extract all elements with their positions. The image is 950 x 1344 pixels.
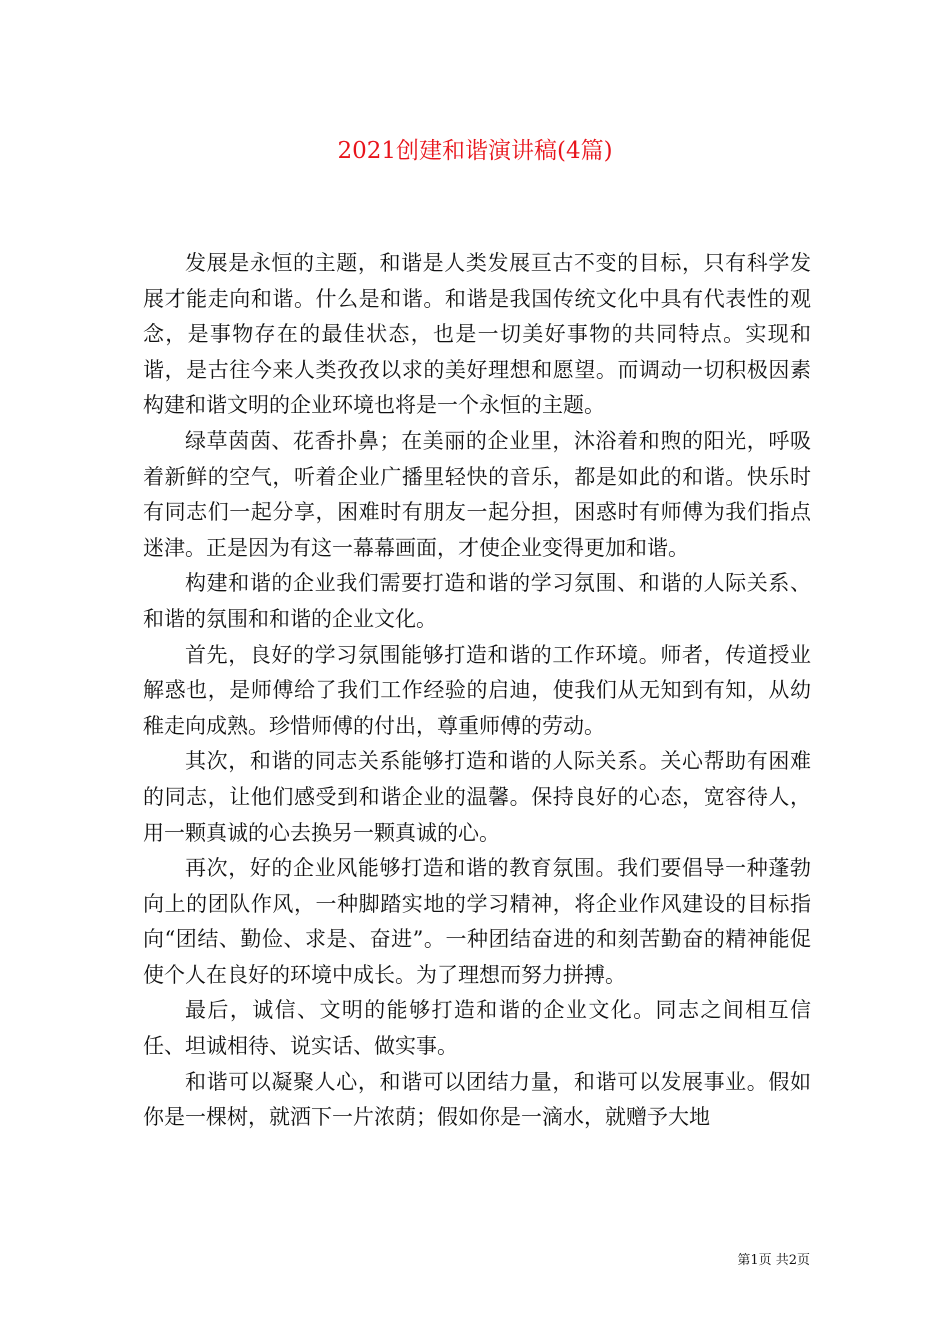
page-number-footer: 第1页 共2页: [737, 1253, 810, 1268]
paragraph: 绿草茵茵、花香扑鼻；在美丽的企业里，沐浴着和煦的阳光，呼吸着新鲜的空气，听着企业广播里轻快的音乐，都是如此的和谐。快乐时有同志们一起分享，困难时有朋友一起分担，困惑时有师傅为我们指点迷津。正是因为有这一幕幕画面，才使企业变得更加和谐。: [143, 428, 811, 560]
paragraph: 再次，好的企业风能够打造和谐的教育氛围。我们要倡导一种蓬勃向上的团队作风，一种脚踏实地的学习精神，将企业作风建设的目标指向“团结、勤俭、求是、奋进”。一种团结奋进的和刻苦勤奋的精神能促使个人在良好的环境中成长。为了理想而努力拼搏。: [143, 856, 811, 987]
paragraph: 首先，良好的学习氛围能够打造和谐的工作环境。师者，传道授业解惑也，是师傅给了我们工作经验的启迪，使我们从无知到有知，从幼稚走向成熟。珍惜师傅的付出，尊重师傅的劳动。: [143, 642, 811, 738]
paragraph: 和谐可以凝聚人心，和谐可以团结力量，和谐可以发展事业。假如你是一棵树，就洒下一片浓荫；假如你是一滴水，就赠予大地: [143, 1069, 811, 1130]
document-title: 2021创建和谐演讲稿(4篇): [337, 138, 613, 164]
document-body: [143, 246, 811, 1136]
paragraph: 构建和谐的企业我们需要打造和谐的学习氛围、和谐的人际关系、和谐的氛围和和谐的企业文化。: [143, 571, 811, 631]
paragraph: 其次，和谐的同志关系能够打造和谐的人际关系。关心帮助有困难的同志，让他们感受到和谐企业的温馨。保持良好的心态，宽容待人，用一颗真诚的心去换另一颗真诚的心。: [143, 749, 811, 845]
paragraph: 最后，诚信、文明的能够打造和谐的企业文化。同志之间相互信任、坦诚相待、说实话、做实事。: [143, 998, 811, 1059]
paragraph: 发展是永恒的主题，和谐是人类发展亘古不变的目标，只有科学发展才能走向和谐。什么是和谐。和谐是我国传统文化中具有代表性的观念，是事物存在的最佳状态，也是一切美好事物的共同特点。实现和谐，是古往今来人类孜孜以求的美好理想和愿望。而调动一切积极因素构建和谐文明的企业环境也将是一个永恒的主题。: [143, 251, 811, 418]
